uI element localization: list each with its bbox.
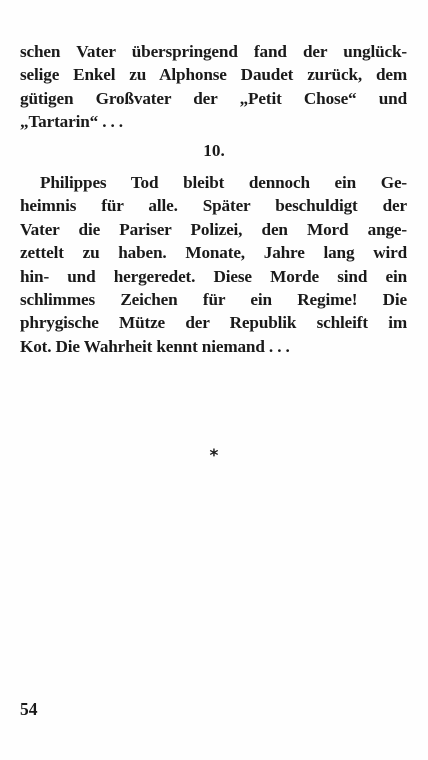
section-number: 10. [203,141,225,160]
text-line: phrygische Mütze der Republik schleift im [20,313,407,333]
section-separator: * [209,446,219,466]
text-line: Kot. Die Wahrheit kennt niemand . . . [20,336,290,356]
text-line: Philippes Tod bleibt dennoch ein Ge- [40,173,407,192]
text-line: selige Enkel zu Alphonse Daudet zurück, dem [20,65,407,85]
page-number: 54 [20,699,38,719]
text-line: heimnis für alle. Später beschuldigt der [20,196,407,216]
paragraph-section-10 [20,171,407,358]
text-line: schen Vater überspringend fand der unglück- [20,42,407,61]
text-line: gütigen Großvater der „Petit Chose“ und [20,88,407,108]
text-line: Vater die Pariser Polizei, den Mord ange- [20,219,407,239]
text-line: „Tartarin“ . . . [20,112,123,132]
text-line: zettelt zu haben. Monate, Jahre lang wird [20,243,407,263]
paragraph-continued [20,40,407,134]
text-line: hin- und hergeredet. Diese Morde sind ein [20,266,407,286]
text-line: schlimmes Zeichen für ein Regime! Die [20,289,407,309]
